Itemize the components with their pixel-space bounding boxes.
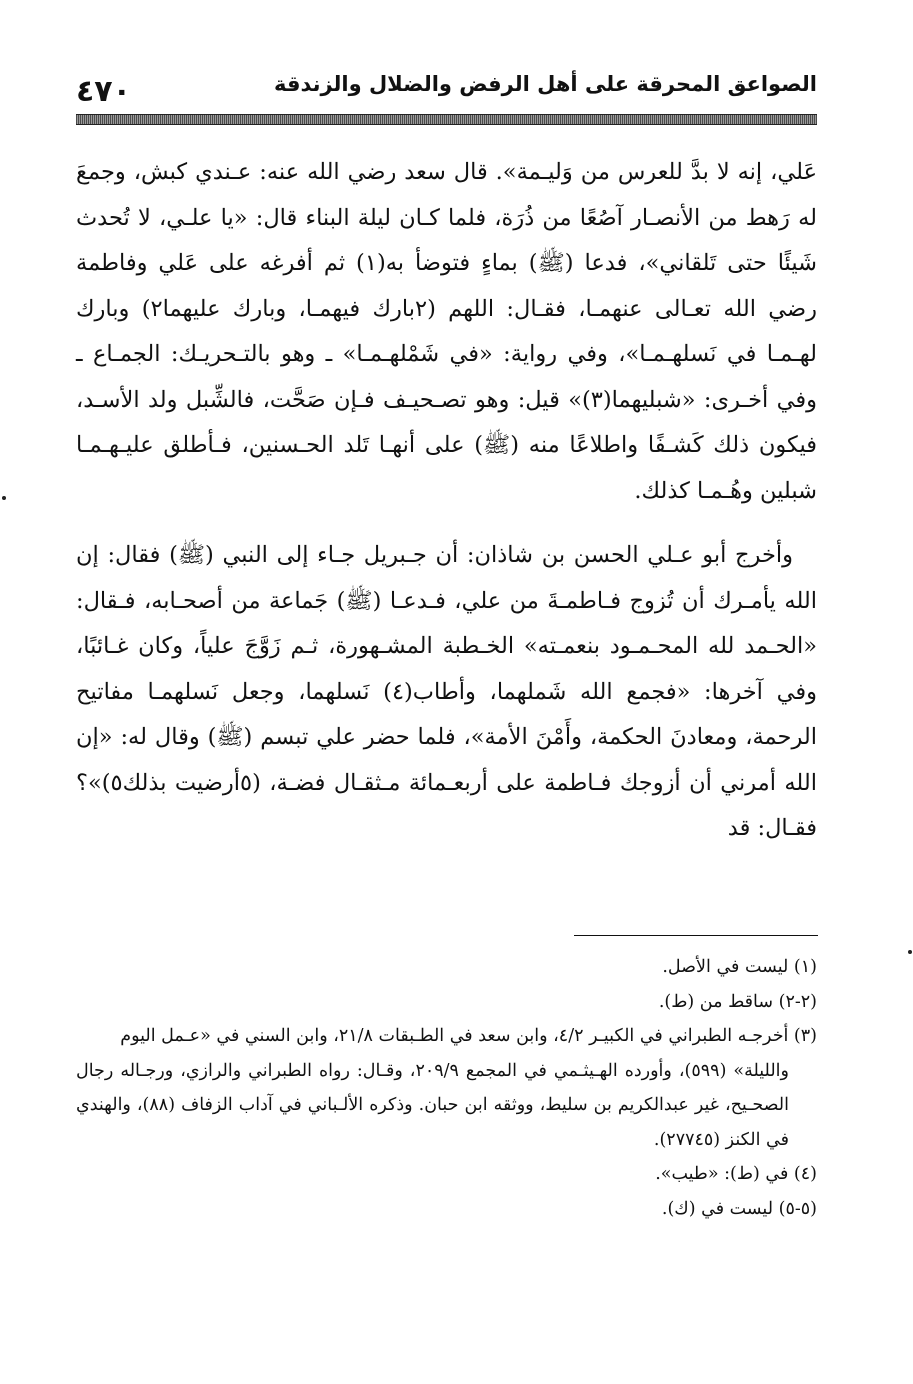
footnote-3-continuation: والليلة» (٥٩٩)، وأورده الهـيثـمي في المجمع ٢٠٩/٩، وقـال: رواه الطبراني والرازي، ورجـاله رجال الصحـيح، غير عبدالكريم بن سليط، ووثقه ابن حبان. وذكره الألـباني في آداب الزفاف (٨٨)، والهندي في الكنز (٢٧٧٤٥). bbox=[76, 1060, 789, 1150]
running-title: الصواعق المحرقة على أهل الرفض والضلال والزندقة bbox=[273, 72, 817, 96]
footnote-separator bbox=[574, 935, 818, 936]
paragraph-1: عَلي، إنه لا بدَّ للعرس من وَليـمة». قال سعد رضي الله عنه: عـندي كبش، وجمعَ له رَهط من الأنصـار آصُعًا من ذُرَة، فلما كـان ليلة البناء قال: «يا علـي، لا تُحدث شَيئًا حتى تَلقاني»، فدعا (ﷺ) بماءٍ فتوضأ به(١) ثم أفرغه على عَلي وفاطمة رضي الله تعـالى عنهمـا، فقـال: اللهم (٢بارك فيهمـا، وبارك عليهما٢) وبارك لهـمـا في نَسلهـمـا»، وفي رواية: «في شَمْلهـمـا» ـ وهو بالتـحريـك: الجمـاع ـ وفي أخـرى: «شبليهما(٣)» قيل: وهو تصـحيـف فـإن صَحَّت، فالشِّبل ولد الأسـد، فيكون ذلك كَشـفًا واطلاعًا منه (ﷺ) على أنهـا تَلد الحـسنين، فـأطلق عليـهـمـا شبلين وهُـمـا كذلك. bbox=[76, 159, 817, 504]
footnote-3 bbox=[76, 1019, 817, 1157]
footnotes bbox=[76, 950, 817, 1226]
paragraph-2: وأخرج أبو عـلي الحسن بن شاذان: أن جـبريل جـاء إلى النبي (ﷺ) فقال: إن الله يأمـرك أن تُزوج فـاطمـةَ من علي، فـدعـا (ﷺ) جَماعة من أصحـابه، فـقال: «الحـمد لله المحـمـود بنعمـته» الخـطبة المشـهورة، ثـم زَوَّجَ علياً، وكان غـائبًا، وفي آخرها: «فجمع الله شَملهما، وأطاب(٤) نَسلهما، وجعل نَسلهمـا مفاتيح الرحمة، ومعادنَ الحكمة، وأَمْنَ الأمة»، فلما حضر علي تبسم (ﷺ) وقال له: «إن الله أمرني أن أزوجك فـاطمة على أربعـمائة مـثقـال فضـة، (٥أرضيت بذلك٥)»؟ فقـال: قد bbox=[76, 542, 817, 841]
scan-edge-mark bbox=[908, 950, 912, 954]
page-header bbox=[76, 70, 817, 110]
footnote-5: (٥-٥) ليست في (ك). bbox=[661, 1198, 817, 1219]
header-rule bbox=[76, 114, 817, 125]
footnote-4: (٤) في (ط): «طيب». bbox=[655, 1164, 817, 1184]
scan-edge-mark bbox=[2, 496, 6, 500]
page-number: ٤٧٠ bbox=[76, 74, 131, 109]
footnote-3-first-line: (٣) أخرجـه الطبراني في الكبيـر ٤/٢، وابن سعد في الطـبقات ٢١/٨، وابن السني في «عـمل اليوم bbox=[120, 1026, 817, 1046]
footnote-1: (١) ليست في الأصل. bbox=[662, 957, 817, 977]
footnote-2: (٢-٢) ساقط من (ط). bbox=[658, 991, 817, 1012]
main-text bbox=[76, 150, 817, 852]
